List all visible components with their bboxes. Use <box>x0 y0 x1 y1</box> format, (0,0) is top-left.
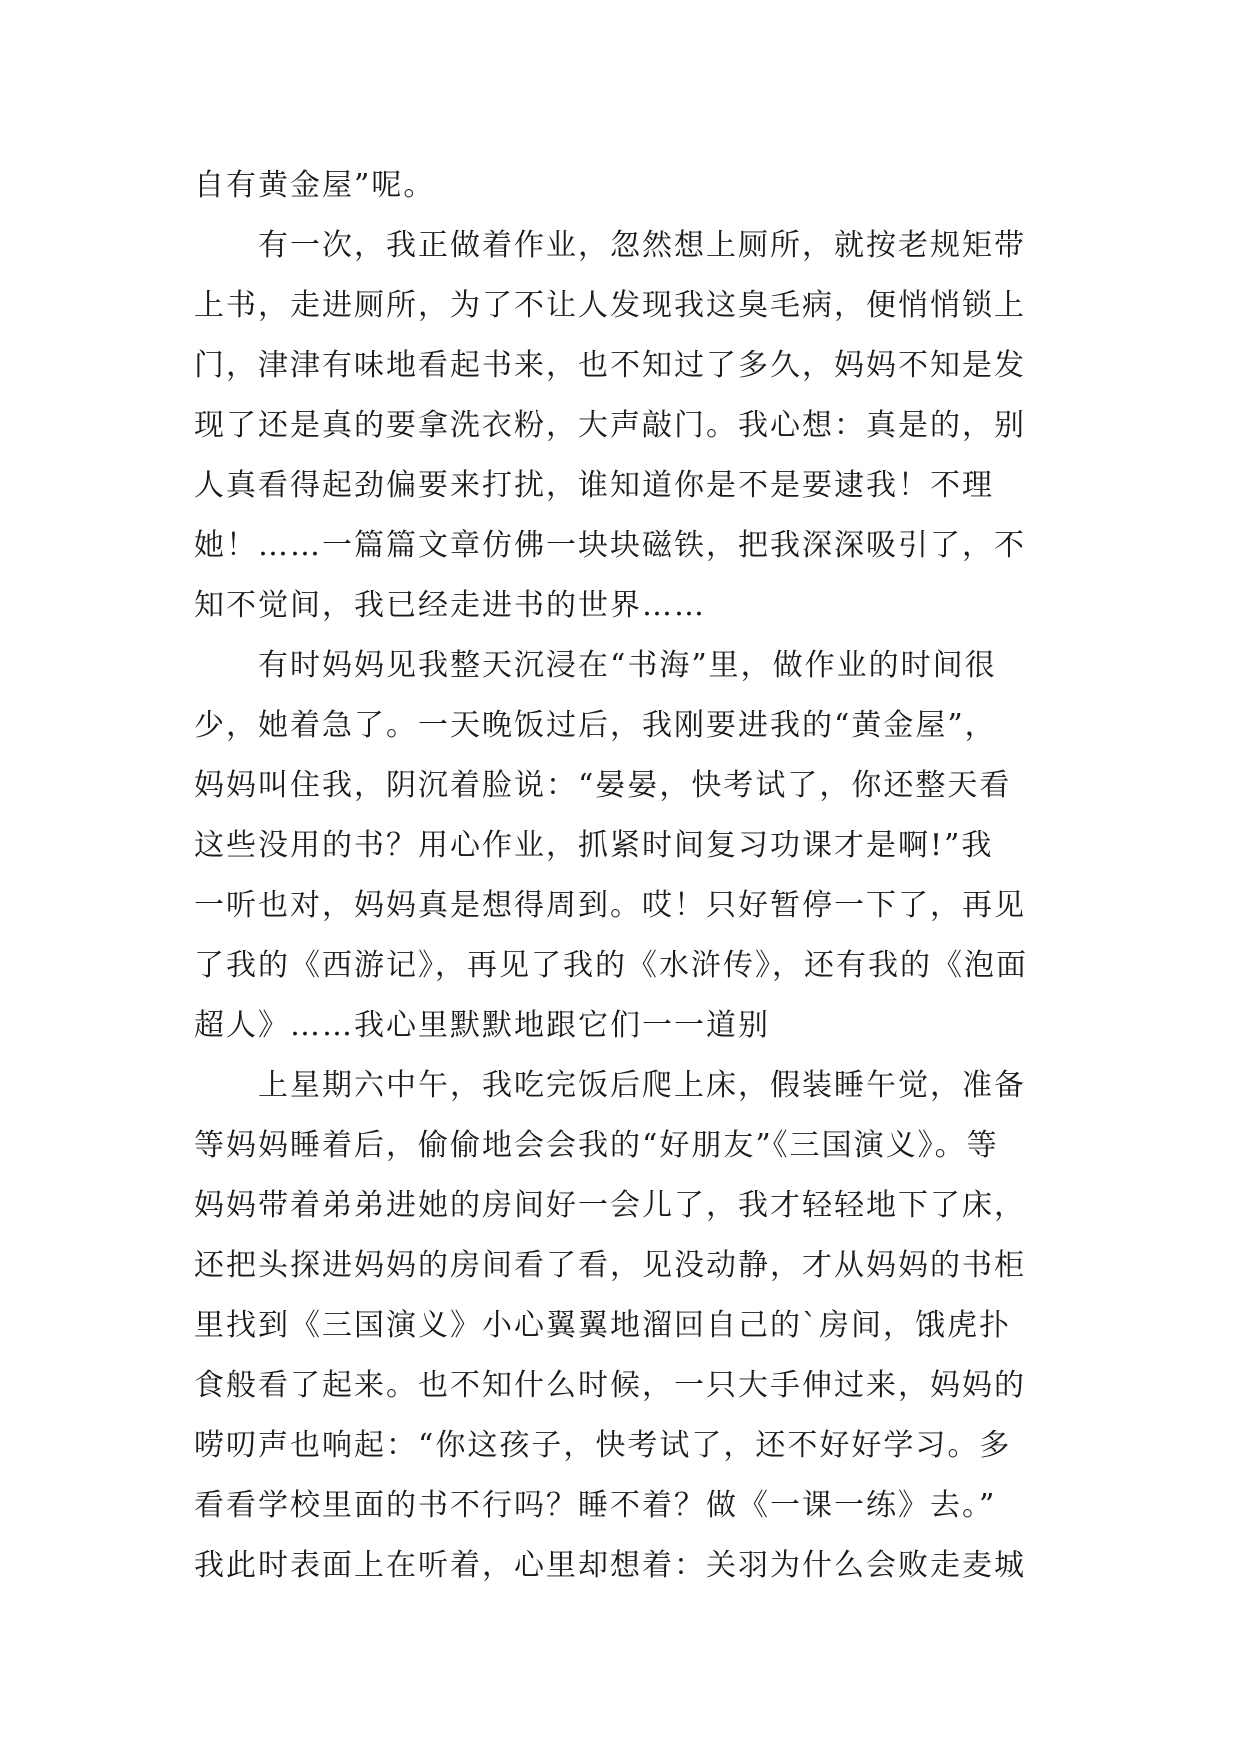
text-line: 食般看了起来。也不知什么时候，一只大手伸过来，妈妈的 <box>194 1368 1026 1403</box>
text-line: 上星期六中午，我吃完饭后爬上床，假装睡午觉，准备 <box>258 1068 1026 1103</box>
text-line: 看看学校里面的书不行吗？睡不着？做《一课一练》去。” <box>194 1488 997 1523</box>
text-line: 有时妈妈见我整天沉浸在“书海”里，做作业的时间很 <box>258 648 997 683</box>
text-line: 她！……一篇篇文章仿佛一块块磁铁，把我深深吸引了，不 <box>194 528 1026 563</box>
text-line: 超人》……我心里默默地跟它们一一道别 <box>194 1008 770 1043</box>
text-line: 里找到《三国演义》小心翼翼地溜回自己的`房间，饿虎扑 <box>194 1308 1011 1343</box>
text-line: 人真看得起劲偏要来打扰，谁知道你是不是要逮我！不理 <box>194 468 994 503</box>
body-text <box>194 156 1054 1596</box>
text-line: 我此时表面上在听着，心里却想着：关羽为什么会败走麦城 <box>194 1548 1026 1583</box>
text-line: 现了还是真的要拿洗衣粉，大声敲门。我心想：真是的，别 <box>194 408 1026 443</box>
text-line: 有一次，我正做着作业，忽然想上厕所，就按老规矩带 <box>258 228 1026 263</box>
text-line: 上书，走进厕所，为了不让人发现我这臭毛病，便悄悄锁上 <box>194 288 1026 323</box>
text-line: 了我的《西游记》，再见了我的《水浒传》，还有我的《泡面 <box>194 948 1028 983</box>
text-line: 门，津津有味地看起书来，也不知过了多久，妈妈不知是发 <box>194 348 1026 383</box>
text-line: 知不觉间，我已经走进书的世界…… <box>194 588 706 623</box>
text-line: 妈妈带着弟弟进她的房间好一会儿了，我才轻轻地下了床， <box>194 1188 1026 1223</box>
text-line: 一听也对，妈妈真是想得周到。哎！只好暂停一下了，再见 <box>194 888 1026 923</box>
text-line: 自有黄金屋”呢。 <box>194 168 436 203</box>
text-line: 等妈妈睡着后，偷偷地会会我的“好朋友”《三国演义》。等 <box>194 1128 999 1163</box>
text-line: 这些没用的书？用心作业，抓紧时间复习功课才是啊!”我 <box>194 828 994 863</box>
text-line: 少，她着急了。一天晚饭过后，我刚要进我的“黄金屋”， <box>194 708 997 743</box>
text-line: 还把头探进妈妈的房间看了看，见没动静，才从妈妈的书柜 <box>194 1248 1026 1283</box>
text-line: 唠叨声也响起：“你这孩子，快考试了，还不好好学习。多 <box>194 1428 1012 1463</box>
text-line: 妈妈叫住我，阴沉着脸说：“晏晏，快考试了，你还整天看 <box>194 768 1012 803</box>
